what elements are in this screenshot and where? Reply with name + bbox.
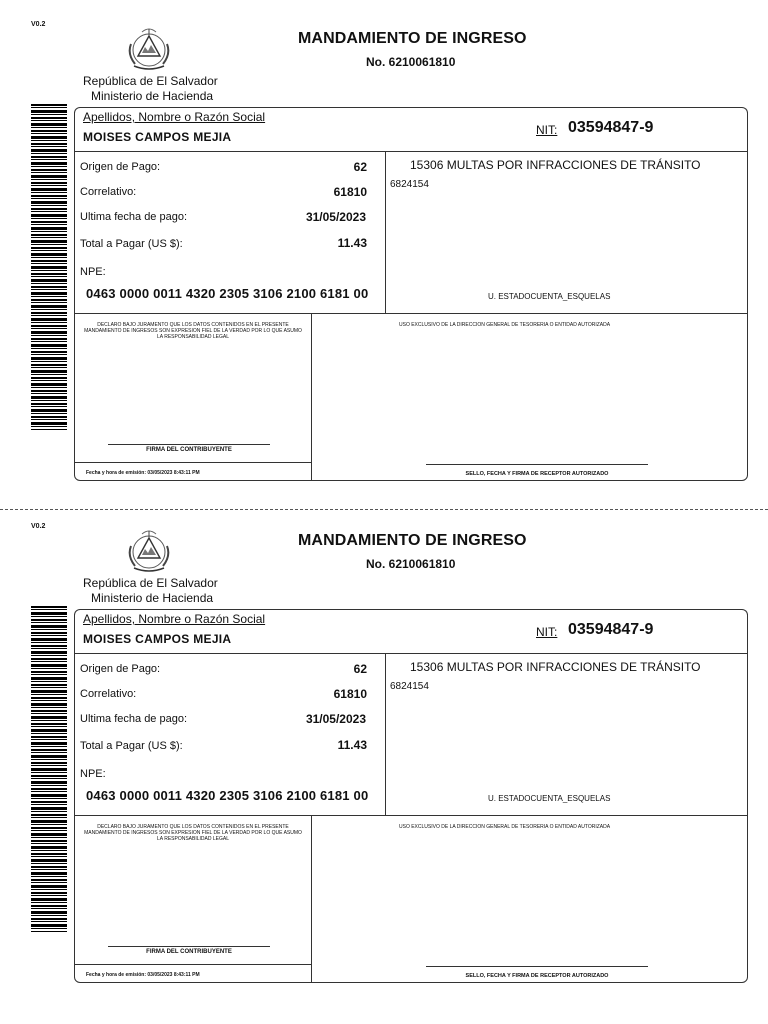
concept-code: 6824154	[390, 681, 429, 692]
country-name: República de El Salvador	[83, 74, 218, 88]
form-version: V0.2	[31, 523, 46, 530]
taxpayer-name: MOISES CAMPOS MEJIA	[83, 130, 232, 144]
column-divider	[385, 653, 386, 816]
correlative-label: Correlativo:	[80, 688, 137, 700]
npe-value: 0463 0000 0011 4320 2305 3106 2100 6181 00	[86, 286, 369, 301]
payment-details-box	[74, 653, 748, 983]
receiver-signature-line	[426, 966, 648, 967]
last-payment-date-value: 31/05/2023	[305, 712, 366, 726]
payment-details-box	[74, 151, 748, 481]
total-label: Total a Pagar (US $):	[80, 740, 183, 752]
payment-origin-label: Origen de Pago:	[80, 161, 161, 173]
document-number: No. 6210061810	[366, 55, 456, 69]
payment-concept: 15306 MULTAS POR INFRACCIONES DE TRÁNSITO	[410, 158, 701, 172]
signature-divider	[311, 313, 312, 481]
document-title: MANDAMIENTO DE INGRESO	[298, 30, 527, 47]
receiver-signature-label: SELLO, FECHA Y FIRMA DE RECEPTOR AUTORIZADO	[465, 471, 609, 477]
official-use-notice: USO EXCLUSIVO DE LA DIRECCION GENERAL DE TESORERIA O ENTIDAD AUTORIZADA	[399, 824, 611, 830]
concept-code: 6824154	[390, 179, 429, 190]
collecting-unit: U. ESTADOCUENTA_ESQUELAS	[488, 292, 611, 301]
payment-form-copy-2	[0, 502, 768, 992]
name-label: Apellidos, Nombre o Razón Social	[83, 110, 266, 124]
correlative-value: 61810	[333, 185, 367, 199]
coat-of-arms-icon	[125, 528, 173, 574]
npe-label: NPE:	[80, 266, 106, 278]
nit-value: 03594847-9	[568, 119, 654, 136]
payment-origin-label: Origen de Pago:	[80, 663, 161, 675]
payment-form-copy-1	[0, 0, 768, 490]
section-divider	[74, 313, 748, 314]
emission-divider	[74, 462, 311, 463]
document-title: MANDAMIENTO DE INGRESO	[298, 532, 527, 549]
total-value: 11.43	[337, 738, 367, 752]
total-value: 11.43	[337, 236, 367, 250]
taxpayer-signature-line	[108, 444, 270, 445]
taxpayer-signature-label: FIRMA DEL CONTRIBUYENTE	[146, 447, 232, 453]
npe-value: 0463 0000 0011 4320 2305 3106 2100 6181 00	[86, 788, 369, 803]
receiver-signature-line	[426, 464, 648, 465]
name-label: Apellidos, Nombre o Razón Social	[83, 612, 266, 626]
emission-datetime: Fecha y hora de emisión: 03/05/2023 8:43:11 PM	[86, 972, 200, 978]
taxpayer-name: MOISES CAMPOS MEJIA	[83, 632, 232, 646]
payment-origin-value: 62	[353, 662, 367, 676]
nit-value: 03594847-9	[568, 621, 654, 638]
taxpayer-signature-line	[108, 946, 270, 947]
form-version: V0.2	[31, 21, 46, 28]
last-payment-date-label: Ultima fecha de pago:	[80, 713, 188, 725]
sworn-declaration: DECLARO BAJO JURAMENTO QUE LOS DATOS CONTENIDOS EN EL PRESENTE MANDAMIENTO DE INGRESOS SON EXPRESION FIEL DE LA VERDAD POR LO QUE ASUMO LA RESPONSABILIDAD LEGAL	[84, 322, 302, 340]
last-payment-date-label: Ultima fecha de pago:	[80, 211, 188, 223]
column-divider	[385, 151, 386, 314]
coat-of-arms-icon	[125, 26, 173, 72]
collecting-unit: U. ESTADOCUENTA_ESQUELAS	[488, 794, 611, 803]
ministry-name: Ministerio de Hacienda	[91, 591, 214, 605]
nit-label: NIT:	[536, 123, 558, 137]
correlative-label: Correlativo:	[80, 186, 137, 198]
country-name: República de El Salvador	[83, 576, 218, 590]
document-number: No. 6210061810	[366, 557, 456, 571]
last-payment-date-value: 31/05/2023	[305, 210, 366, 224]
section-divider	[74, 815, 748, 816]
taxpayer-signature-label: FIRMA DEL CONTRIBUYENTE	[146, 949, 232, 955]
payment-concept: 15306 MULTAS POR INFRACCIONES DE TRÁNSITO	[410, 660, 701, 674]
signature-divider	[311, 815, 312, 983]
sworn-declaration: DECLARO BAJO JURAMENTO QUE LOS DATOS CONTENIDOS EN EL PRESENTE MANDAMIENTO DE INGRESOS SON EXPRESION FIEL DE LA VERDAD POR LO QUE ASUMO LA RESPONSABILIDAD LEGAL	[84, 824, 302, 842]
nit-label: NIT:	[536, 625, 558, 639]
emission-datetime: Fecha y hora de emisión: 03/05/2023 8:43:11 PM	[86, 470, 200, 476]
correlative-value: 61810	[333, 687, 367, 701]
payment-origin-value: 62	[353, 160, 367, 174]
barcode	[31, 606, 67, 932]
npe-label: NPE:	[80, 768, 106, 780]
official-use-notice: USO EXCLUSIVO DE LA DIRECCION GENERAL DE TESORERIA O ENTIDAD AUTORIZADA	[399, 322, 611, 328]
ministry-name: Ministerio de Hacienda	[91, 89, 214, 103]
receiver-signature-label: SELLO, FECHA Y FIRMA DE RECEPTOR AUTORIZADO	[465, 973, 609, 979]
barcode	[31, 104, 67, 430]
emission-divider	[74, 964, 311, 965]
total-label: Total a Pagar (US $):	[80, 238, 183, 250]
